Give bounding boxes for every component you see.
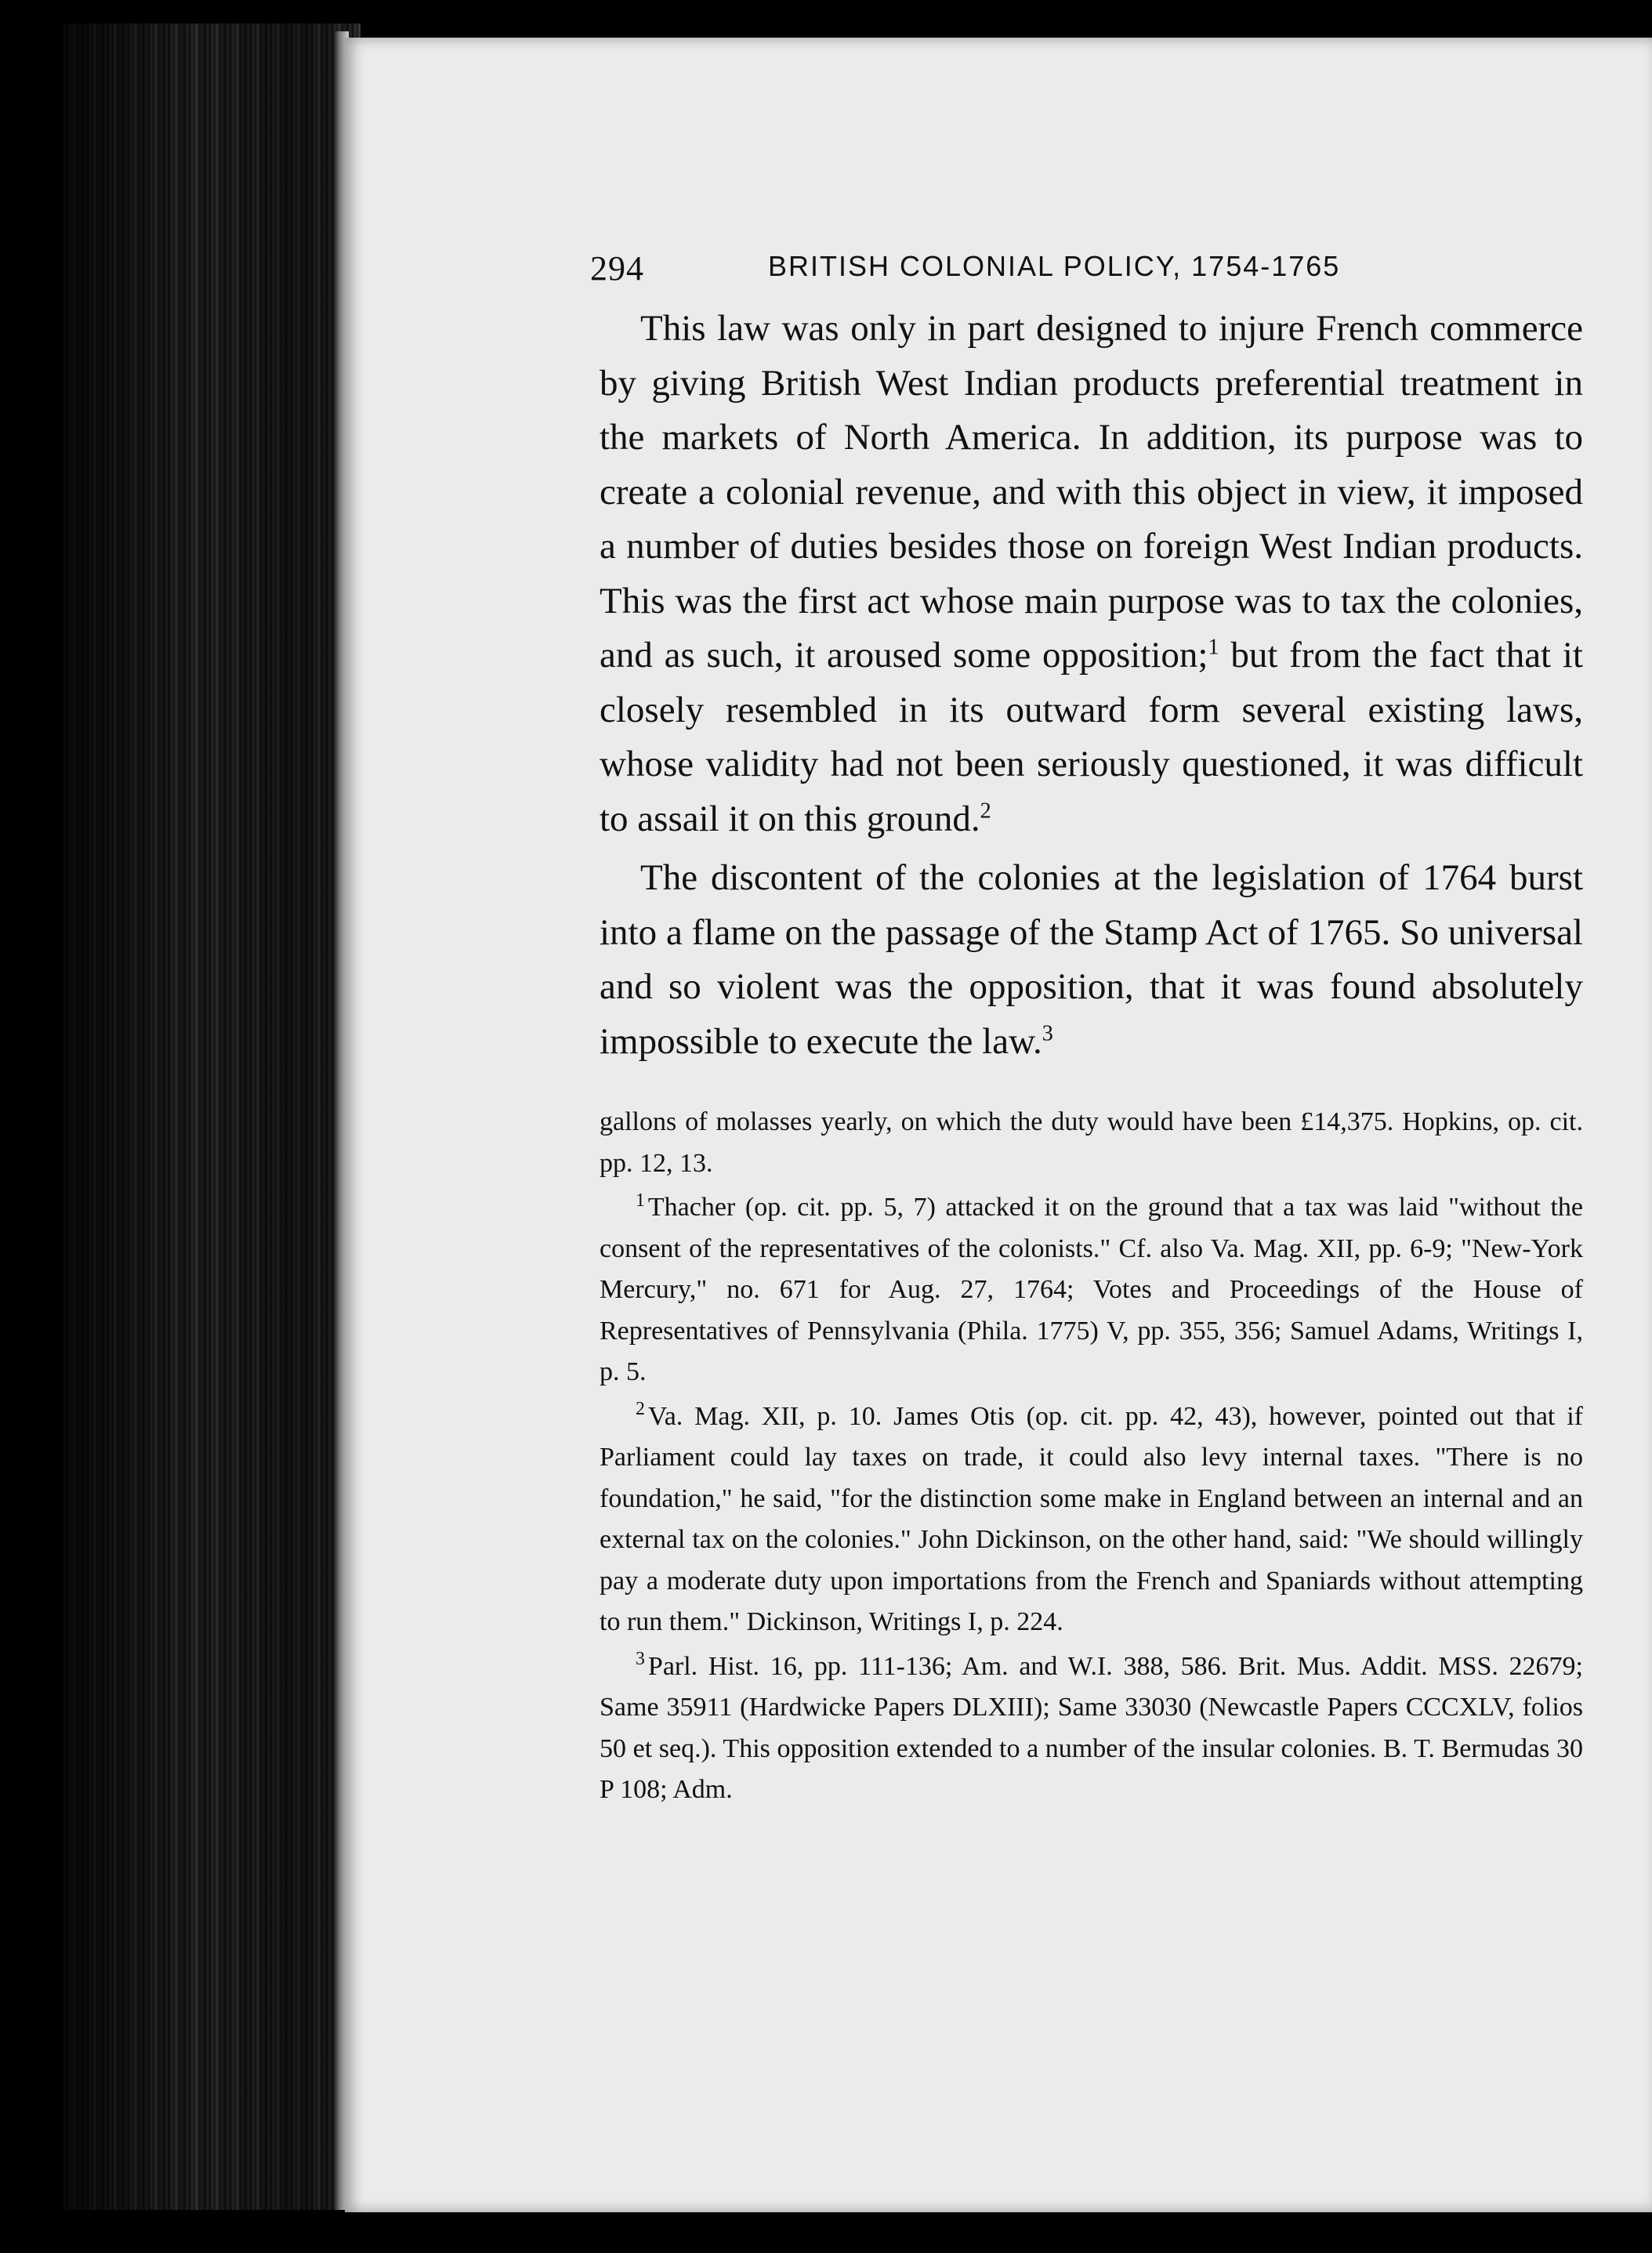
footnote-1-text: Thacher (op. cit. pp. 5, 7) attacked it on the ground that a tax was laid "without the consent of the representatives of the colonists." Cf. also Va. Mag. XII, pp. 6-9; "New-York Mercury," no. 671 for Aug. 27, 1764; Votes and Proceedings of the House of Representatives of Pennsylvania (Phila. 1775) V, pp. 355, 356; Samuel Adams, Writings I, p. 5.: [600, 1193, 1583, 1386]
body-paragraph-2: [600, 851, 1583, 1069]
footnote-ref-3: 3: [1042, 1020, 1053, 1045]
body-paragraph-1: [600, 302, 1583, 846]
body-paragraph-2-text: The discontent of the colonies at the legislation of 1764 burst into a flame on the passage of the Stamp Act of 1765. So universal and so violent was the opposition, that it was found absolutely impossible to execute the law.: [600, 857, 1583, 1062]
page-header: [590, 245, 1583, 302]
body-text: [600, 302, 1583, 1069]
footnote-2-text: Va. Mag. XII, p. 10. James Otis (op. cit. pp. 42, 43), however, pointed out that if Parliament could lay taxes on trade, it could also levy internal taxes. "There is no foundation," he said, "for the distinction some make in England between an internal and an external tax on the colonies." John Dickinson, on the other hand, said: "We should willingly pay a moderate duty upon importations from the French and Spaniards without attempting to run them." Dickinson, Writings I, p. 224.: [600, 1401, 1583, 1636]
footnote-continuation: gallons of molasses yearly, on which the duty would have been £14,375. Hopkins, op. cit. pp. 12, 13.: [600, 1107, 1583, 1178]
running-head: BRITISH COLONIAL POLICY, 1754-1765: [768, 250, 1341, 282]
text-block: [590, 245, 1583, 1811]
body-paragraph-1-text-a: This law was only in part designed to injure French commerce by giving British West Indian products preferential treatment in the markets of North America. In addition, its purpose was to create a colonial revenue, and with this object in view, it imposed a number of duties besides those on foreign West Indian products. This was the first act whose main purpose was to tax the colonies, and as such, it aroused some opposition;: [600, 308, 1583, 676]
footnotes: [600, 1102, 1583, 1811]
body-paragraph-1-text-b: but from the fact that it closely resembled in its outward form several existing laws, whose validity had not been seriously questioned, it was difficult to assail it on this ground.: [600, 635, 1583, 839]
spine-shadow: [63, 24, 360, 2210]
footnote-2: [600, 1396, 1583, 1643]
page-number: 294: [590, 249, 644, 288]
footnote-3-mark: 3: [636, 1649, 645, 1670]
footnote-ref-2: 2: [980, 798, 991, 823]
footnote-1: [600, 1187, 1583, 1393]
footnote-1-mark: 1: [636, 1190, 645, 1211]
footnote-2-mark: 2: [636, 1399, 645, 1420]
page-sheet: [345, 38, 1652, 2212]
footnote-3-text: Parl. Hist. 16, pp. 111-136; Am. and W.I. 388, 586. Brit. Mus. Addit. MSS. 22679; Same 35911 (Hardwicke Papers DLXIII); Same 33030 (Newcastle Papers CCCXLV, folios 50 et seq.). This opposition extended to a number of the insular colonies. B. T. Bermudas 30 P 108; Adm.: [600, 1651, 1583, 1804]
footnote-ref-1: 1: [1208, 635, 1219, 660]
footnote-3: [600, 1646, 1583, 1811]
